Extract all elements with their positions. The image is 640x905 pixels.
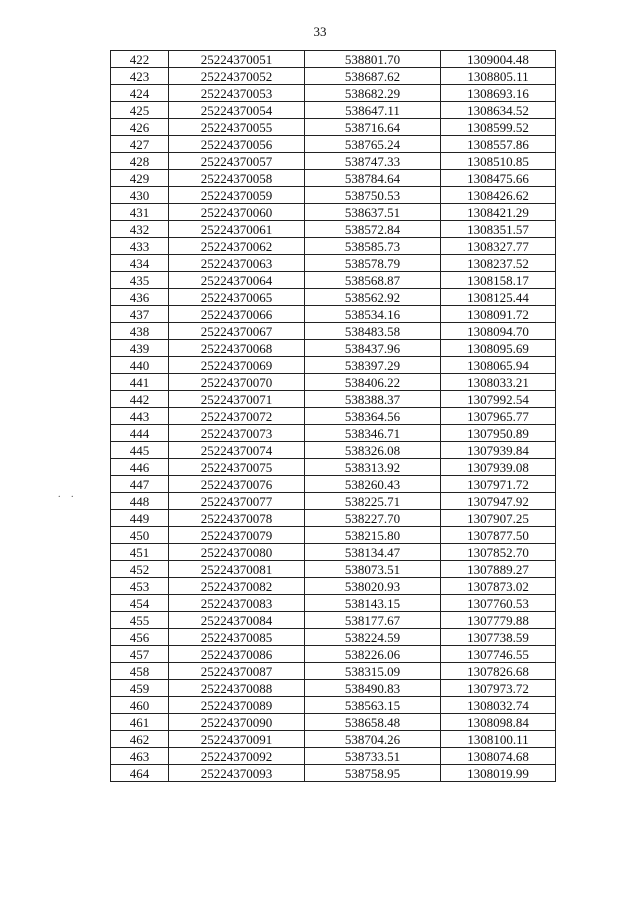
point-id-cell: 25224370088 — [169, 680, 305, 697]
table-row — [111, 731, 556, 748]
x-coordinate-cell: 538437.96 — [305, 340, 441, 357]
row-number-cell: 438 — [111, 323, 169, 340]
table-row — [111, 408, 556, 425]
point-id-cell: 25224370091 — [169, 731, 305, 748]
x-coordinate-cell: 538784.64 — [305, 170, 441, 187]
point-id-cell: 25224370086 — [169, 646, 305, 663]
point-id-cell: 25224370077 — [169, 493, 305, 510]
y-coordinate-cell: 1307992.54 — [441, 391, 556, 408]
x-coordinate-cell: 538326.08 — [305, 442, 441, 459]
x-coordinate-cell: 538315.09 — [305, 663, 441, 680]
point-id-cell: 25224370090 — [169, 714, 305, 731]
table-row — [111, 493, 556, 510]
table-row — [111, 119, 556, 136]
x-coordinate-cell: 538563.15 — [305, 697, 441, 714]
row-number-cell: 450 — [111, 527, 169, 544]
y-coordinate-cell: 1308557.86 — [441, 136, 556, 153]
x-coordinate-cell: 538750.53 — [305, 187, 441, 204]
x-coordinate-cell: 538747.33 — [305, 153, 441, 170]
row-number-cell: 464 — [111, 765, 169, 782]
row-number-cell: 435 — [111, 272, 169, 289]
y-coordinate-cell: 1308095.69 — [441, 340, 556, 357]
row-number-cell: 423 — [111, 68, 169, 85]
row-number-cell: 455 — [111, 612, 169, 629]
table-row — [111, 323, 556, 340]
table-row — [111, 510, 556, 527]
point-id-cell: 25224370056 — [169, 136, 305, 153]
table-row — [111, 204, 556, 221]
y-coordinate-cell: 1307971.72 — [441, 476, 556, 493]
table-row — [111, 765, 556, 782]
x-coordinate-cell: 538658.48 — [305, 714, 441, 731]
table-row — [111, 561, 556, 578]
table-row — [111, 51, 556, 68]
y-coordinate-cell: 1308074.68 — [441, 748, 556, 765]
y-coordinate-cell: 1308693.16 — [441, 85, 556, 102]
table-row — [111, 595, 556, 612]
table-row — [111, 85, 556, 102]
row-number-cell: 434 — [111, 255, 169, 272]
point-id-cell: 25224370073 — [169, 425, 305, 442]
y-coordinate-cell: 1309004.48 — [441, 51, 556, 68]
row-number-cell: 442 — [111, 391, 169, 408]
y-coordinate-cell: 1308019.99 — [441, 765, 556, 782]
point-id-cell: 25224370081 — [169, 561, 305, 578]
point-id-cell: 25224370060 — [169, 204, 305, 221]
coordinates-table — [110, 50, 556, 782]
row-number-cell: 444 — [111, 425, 169, 442]
point-id-cell: 25224370076 — [169, 476, 305, 493]
y-coordinate-cell: 1308098.84 — [441, 714, 556, 731]
table-row — [111, 153, 556, 170]
y-coordinate-cell: 1308158.17 — [441, 272, 556, 289]
table-row — [111, 357, 556, 374]
row-number-cell: 456 — [111, 629, 169, 646]
y-coordinate-cell: 1307950.89 — [441, 425, 556, 442]
row-number-cell: 462 — [111, 731, 169, 748]
x-coordinate-cell: 538572.84 — [305, 221, 441, 238]
point-id-cell: 25224370089 — [169, 697, 305, 714]
point-id-cell: 25224370072 — [169, 408, 305, 425]
x-coordinate-cell: 538260.43 — [305, 476, 441, 493]
table-row — [111, 476, 556, 493]
point-id-cell: 25224370055 — [169, 119, 305, 136]
row-number-cell: 460 — [111, 697, 169, 714]
y-coordinate-cell: 1308634.52 — [441, 102, 556, 119]
point-id-cell: 25224370061 — [169, 221, 305, 238]
table-row — [111, 646, 556, 663]
row-number-cell: 436 — [111, 289, 169, 306]
table-row — [111, 680, 556, 697]
scan-artifact-dots: . . — [58, 489, 78, 500]
y-coordinate-cell: 1308065.94 — [441, 357, 556, 374]
point-id-cell: 25224370074 — [169, 442, 305, 459]
y-coordinate-cell: 1307939.08 — [441, 459, 556, 476]
row-number-cell: 427 — [111, 136, 169, 153]
x-coordinate-cell: 538313.92 — [305, 459, 441, 476]
table-row — [111, 289, 556, 306]
point-id-cell: 25224370062 — [169, 238, 305, 255]
x-coordinate-cell: 538534.16 — [305, 306, 441, 323]
x-coordinate-cell: 538227.70 — [305, 510, 441, 527]
row-number-cell: 449 — [111, 510, 169, 527]
table-row — [111, 544, 556, 561]
y-coordinate-cell: 1308032.74 — [441, 697, 556, 714]
x-coordinate-cell: 538225.71 — [305, 493, 441, 510]
point-id-cell: 25224370064 — [169, 272, 305, 289]
point-id-cell: 25224370057 — [169, 153, 305, 170]
y-coordinate-cell: 1308421.29 — [441, 204, 556, 221]
row-number-cell: 441 — [111, 374, 169, 391]
row-number-cell: 440 — [111, 357, 169, 374]
y-coordinate-cell: 1307746.55 — [441, 646, 556, 663]
row-number-cell: 426 — [111, 119, 169, 136]
x-coordinate-cell: 538704.26 — [305, 731, 441, 748]
y-coordinate-cell: 1307873.02 — [441, 578, 556, 595]
y-coordinate-cell: 1308094.70 — [441, 323, 556, 340]
x-coordinate-cell: 538346.71 — [305, 425, 441, 442]
row-number-cell: 452 — [111, 561, 169, 578]
x-coordinate-cell: 538687.62 — [305, 68, 441, 85]
table-row — [111, 374, 556, 391]
y-coordinate-cell: 1308475.66 — [441, 170, 556, 187]
x-coordinate-cell: 538397.29 — [305, 357, 441, 374]
x-coordinate-cell: 538226.06 — [305, 646, 441, 663]
row-number-cell: 424 — [111, 85, 169, 102]
table-row — [111, 663, 556, 680]
y-coordinate-cell: 1307826.68 — [441, 663, 556, 680]
y-coordinate-cell: 1307965.77 — [441, 408, 556, 425]
table-row — [111, 170, 556, 187]
row-number-cell: 454 — [111, 595, 169, 612]
x-coordinate-cell: 538224.59 — [305, 629, 441, 646]
table-row — [111, 527, 556, 544]
row-number-cell: 431 — [111, 204, 169, 221]
y-coordinate-cell: 1308100.11 — [441, 731, 556, 748]
point-id-cell: 25224370093 — [169, 765, 305, 782]
point-id-cell: 25224370053 — [169, 85, 305, 102]
y-coordinate-cell: 1307947.92 — [441, 493, 556, 510]
table-row — [111, 68, 556, 85]
y-coordinate-cell: 1308599.52 — [441, 119, 556, 136]
table-row — [111, 102, 556, 119]
table-row — [111, 255, 556, 272]
x-coordinate-cell: 538073.51 — [305, 561, 441, 578]
point-id-cell: 25224370087 — [169, 663, 305, 680]
row-number-cell: 443 — [111, 408, 169, 425]
table-row — [111, 697, 556, 714]
table-row — [111, 578, 556, 595]
table-row — [111, 442, 556, 459]
x-coordinate-cell: 538364.56 — [305, 408, 441, 425]
x-coordinate-cell: 538020.93 — [305, 578, 441, 595]
table-row — [111, 238, 556, 255]
point-id-cell: 25224370052 — [169, 68, 305, 85]
row-number-cell: 432 — [111, 221, 169, 238]
x-coordinate-cell: 538578.79 — [305, 255, 441, 272]
row-number-cell: 458 — [111, 663, 169, 680]
table-row — [111, 391, 556, 408]
point-id-cell: 25224370078 — [169, 510, 305, 527]
row-number-cell: 445 — [111, 442, 169, 459]
table-row — [111, 459, 556, 476]
table-row — [111, 272, 556, 289]
point-id-cell: 25224370068 — [169, 340, 305, 357]
x-coordinate-cell: 538483.58 — [305, 323, 441, 340]
x-coordinate-cell: 538682.29 — [305, 85, 441, 102]
table-row — [111, 612, 556, 629]
point-id-cell: 25224370058 — [169, 170, 305, 187]
table-row — [111, 748, 556, 765]
row-number-cell: 425 — [111, 102, 169, 119]
point-id-cell: 25224370079 — [169, 527, 305, 544]
x-coordinate-cell: 538801.70 — [305, 51, 441, 68]
row-number-cell: 448 — [111, 493, 169, 510]
point-id-cell: 25224370059 — [169, 187, 305, 204]
table-row — [111, 136, 556, 153]
x-coordinate-cell: 538716.64 — [305, 119, 441, 136]
page-number: 33 — [313, 24, 327, 39]
row-number-cell: 446 — [111, 459, 169, 476]
point-id-cell: 25224370070 — [169, 374, 305, 391]
row-number-cell: 461 — [111, 714, 169, 731]
row-number-cell: 430 — [111, 187, 169, 204]
point-id-cell: 25224370063 — [169, 255, 305, 272]
table-row — [111, 187, 556, 204]
y-coordinate-cell: 1307852.70 — [441, 544, 556, 561]
point-id-cell: 25224370075 — [169, 459, 305, 476]
y-coordinate-cell: 1307738.59 — [441, 629, 556, 646]
row-number-cell: 433 — [111, 238, 169, 255]
y-coordinate-cell: 1308351.57 — [441, 221, 556, 238]
table-row — [111, 425, 556, 442]
point-id-cell: 25224370066 — [169, 306, 305, 323]
point-id-cell: 25224370069 — [169, 357, 305, 374]
point-id-cell: 25224370067 — [169, 323, 305, 340]
y-coordinate-cell: 1308805.11 — [441, 68, 556, 85]
x-coordinate-cell: 538758.95 — [305, 765, 441, 782]
y-coordinate-cell: 1308237.52 — [441, 255, 556, 272]
row-number-cell: 429 — [111, 170, 169, 187]
point-id-cell: 25224370085 — [169, 629, 305, 646]
x-coordinate-cell: 538733.51 — [305, 748, 441, 765]
x-coordinate-cell: 538568.87 — [305, 272, 441, 289]
y-coordinate-cell: 1308510.85 — [441, 153, 556, 170]
point-id-cell: 25224370080 — [169, 544, 305, 561]
row-number-cell: 451 — [111, 544, 169, 561]
x-coordinate-cell: 538134.47 — [305, 544, 441, 561]
row-number-cell: 463 — [111, 748, 169, 765]
row-number-cell: 439 — [111, 340, 169, 357]
row-number-cell: 453 — [111, 578, 169, 595]
point-id-cell: 25224370083 — [169, 595, 305, 612]
row-number-cell: 447 — [111, 476, 169, 493]
row-number-cell: 428 — [111, 153, 169, 170]
y-coordinate-cell: 1307889.27 — [441, 561, 556, 578]
y-coordinate-cell: 1307939.84 — [441, 442, 556, 459]
row-number-cell: 459 — [111, 680, 169, 697]
row-number-cell: 422 — [111, 51, 169, 68]
y-coordinate-cell: 1308327.77 — [441, 238, 556, 255]
x-coordinate-cell: 538647.11 — [305, 102, 441, 119]
point-id-cell: 25224370054 — [169, 102, 305, 119]
x-coordinate-cell: 538637.51 — [305, 204, 441, 221]
y-coordinate-cell: 1307877.50 — [441, 527, 556, 544]
x-coordinate-cell: 538490.83 — [305, 680, 441, 697]
point-id-cell: 25224370065 — [169, 289, 305, 306]
point-id-cell: 25224370092 — [169, 748, 305, 765]
point-id-cell: 25224370082 — [169, 578, 305, 595]
table-row — [111, 629, 556, 646]
table-row — [111, 340, 556, 357]
y-coordinate-cell: 1308426.62 — [441, 187, 556, 204]
point-id-cell: 25224370051 — [169, 51, 305, 68]
x-coordinate-cell: 538406.22 — [305, 374, 441, 391]
point-id-cell: 25224370084 — [169, 612, 305, 629]
point-id-cell: 25224370071 — [169, 391, 305, 408]
table-row — [111, 221, 556, 238]
coordinates-table-body — [111, 51, 556, 782]
x-coordinate-cell: 538585.73 — [305, 238, 441, 255]
x-coordinate-cell: 538562.92 — [305, 289, 441, 306]
y-coordinate-cell: 1307779.88 — [441, 612, 556, 629]
y-coordinate-cell: 1308091.72 — [441, 306, 556, 323]
x-coordinate-cell: 538143.15 — [305, 595, 441, 612]
row-number-cell: 457 — [111, 646, 169, 663]
table-row — [111, 306, 556, 323]
table-row — [111, 714, 556, 731]
y-coordinate-cell: 1307973.72 — [441, 680, 556, 697]
y-coordinate-cell: 1307760.53 — [441, 595, 556, 612]
x-coordinate-cell: 538765.24 — [305, 136, 441, 153]
x-coordinate-cell: 538388.37 — [305, 391, 441, 408]
x-coordinate-cell: 538177.67 — [305, 612, 441, 629]
y-coordinate-cell: 1308033.21 — [441, 374, 556, 391]
y-coordinate-cell: 1308125.44 — [441, 289, 556, 306]
y-coordinate-cell: 1307907.25 — [441, 510, 556, 527]
x-coordinate-cell: 538215.80 — [305, 527, 441, 544]
row-number-cell: 437 — [111, 306, 169, 323]
